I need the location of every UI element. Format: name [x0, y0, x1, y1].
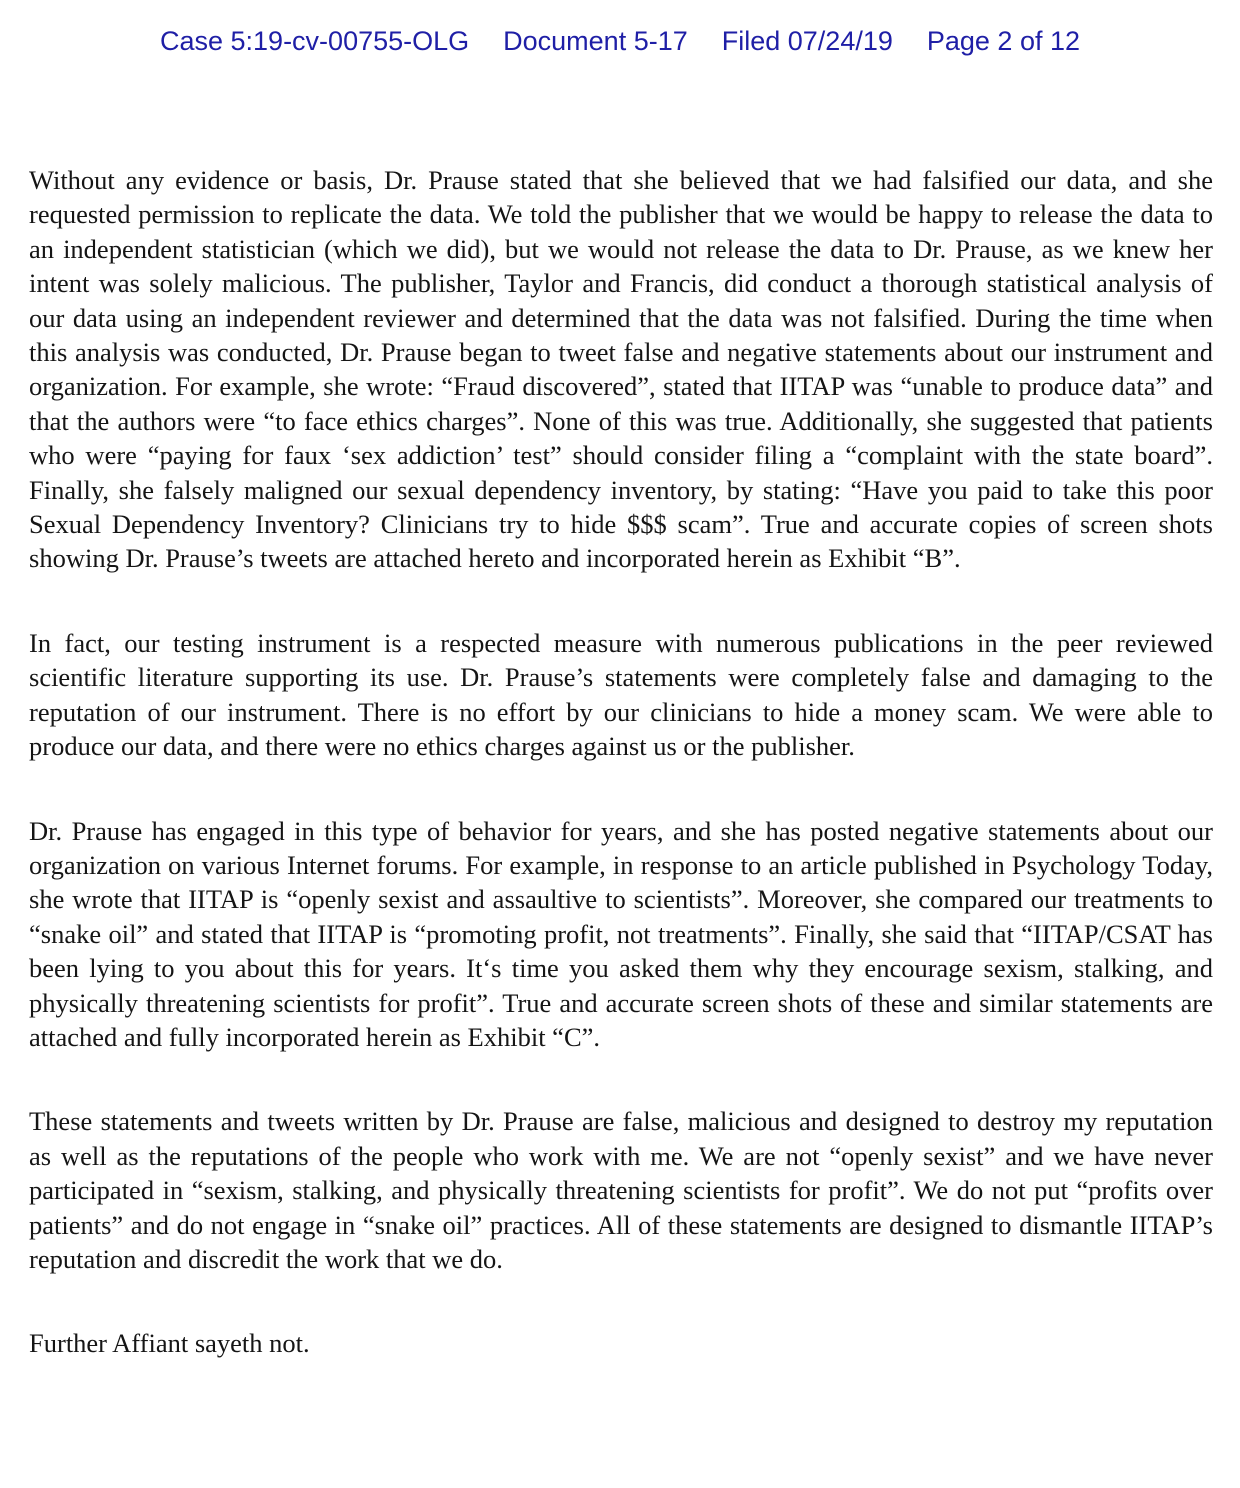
case-header: [0, 26, 1240, 57]
case-number: Case 5:19-cv-00755-OLG: [159, 26, 470, 56]
paragraph-falsified-data-allegations: Without any evidence or basis, Dr. Prause stated that she believed that we had falsified our data, and she requested permission to replicate the data. We told the publisher that we would be happy to release the data to an independent statistician (which we did), but we would not release the data to Dr. Prause, as we knew her intent was solely malicious. The publisher, Taylor and Francis, did conduct a thorough statistical analysis of our data using an independent reviewer and determined that the data was not falsified. During the time when this analysis was conducted, Dr. Prause began to tweet false and negative statements about our instrument and organization. For example, she wrote: “Fraud discovered”, stated that IITAP was “unable to produce data” and that the authors were “to face ethics charges”. None of this was true. Additionally, she suggested that patients who were “paying for faux ‘sex addiction’ test” should consider filing a “complaint with the state board”. Finally, she falsely maligned our sexual dependency inventory, by stating: “Have you paid to take this poor Sexual Dependency Inventory? Clinicians try to hide $$$ scam”. True and accurate copies of screen shots showing Dr. Prause’s tweets are attached hereto and incorporated herein as Exhibit “B”.: [29, 165, 1213, 574]
document-number: Document 5-17: [503, 26, 688, 56]
filed-date: Filed 07/24/19: [721, 26, 893, 56]
paragraph-reputation-damage: These statements and tweets written by Dr. Prause are false, malicious and designed to destroy my reputation as well as the reputations of the people who work with me. We are not “openly sexist” and we have never participated in “sexism, stalking, and physically threatening scientists for profit”. We do not put “profits over patients” and do not engage in “snake oil” practices. All of these statements are designed to dismantle IITAP’s reputation and discredit the work that we do.: [29, 1106, 1213, 1274]
page-indicator: Page 2 of 12: [926, 26, 1081, 56]
affidavit-body: [29, 163, 1213, 1361]
paragraph-instrument-defense: In fact, our testing instrument is a respected measure with numerous publications in the peer reviewed scientific literature supporting its use. Dr. Prause’s statements were completely false and damaging to the reputation of our instrument. There is no effort by our clinicians to hide a money scam. We were able to produce our data, and there were no ethics charges against us or the publisher.: [29, 627, 1213, 762]
closing-statement: Further Affiant sayeth not.: [29, 1328, 310, 1359]
paragraph-internet-forum-statements: Dr. Prause has engaged in this type of behavior for years, and she has posted negative statements about our organization on various Internet forums. For example, in response to an article published in Psychology Today, she wrote that IITAP is “openly sexist and assaultive to scientists”. Moreover, she compared our treatments to “snake oil” and stated that IITAP is “promoting profit, not treatments”. Finally, she said that “IITAP/CSAT has been lying to you about this for years. It‘s time you asked them why they encourage sexism, stalking, and physically threatening scientists for profit”. True and accurate screen shots of these and similar statements are attached and fully incorporated herein as Exhibit “C”.: [29, 815, 1213, 1052]
